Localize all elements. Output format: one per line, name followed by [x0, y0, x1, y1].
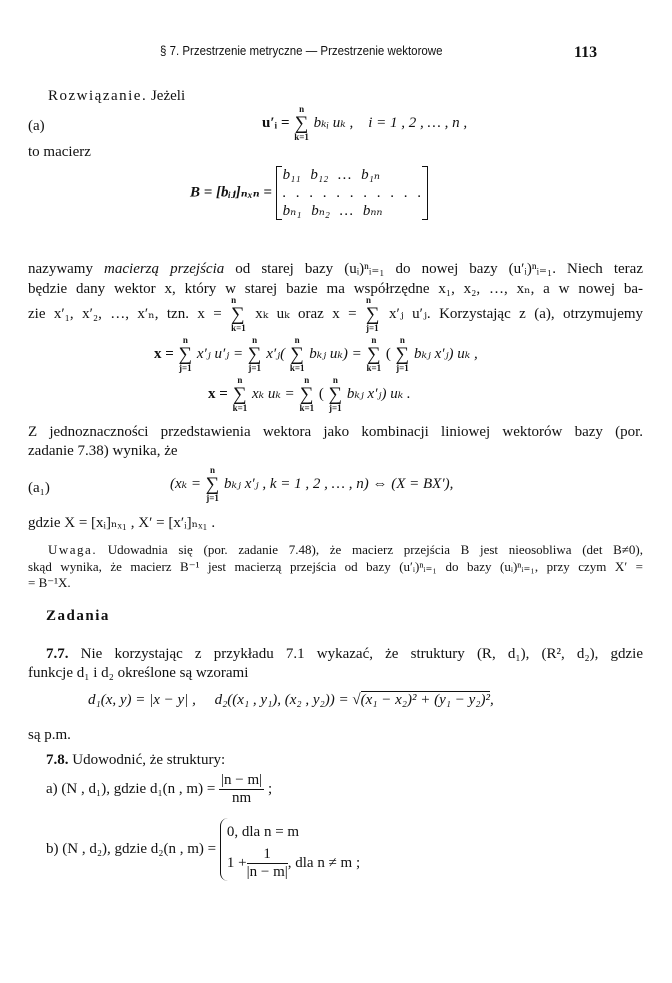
- case-2: [227, 846, 360, 881]
- sum-top: n: [304, 375, 310, 385]
- sum-top: n: [399, 335, 405, 345]
- sum-symbol: n ∑ k=1: [366, 335, 382, 373]
- equation-2: [208, 376, 411, 413]
- sum-bottom: k=1: [231, 323, 246, 333]
- sum-top: n: [332, 375, 338, 385]
- sum-symbol: n ∑ j=1: [328, 375, 343, 413]
- sum-bottom: j=1: [366, 323, 379, 333]
- sum-symbol: n ∑ j=1: [395, 335, 410, 373]
- sum-bottom: j=1: [396, 363, 409, 373]
- solution-heading: Rozwiązanie.: [48, 88, 148, 104]
- emphasis-term: macierzą przejścia: [104, 261, 225, 277]
- sum-bottom: k=1: [232, 403, 248, 413]
- eq-part: bₖⱼ x′ⱼ) uₖ .: [346, 385, 411, 402]
- exercise-line: funkcje d₁ i d₂ określone są wzorami: [28, 665, 249, 681]
- eq-part: x′ⱼ(: [266, 345, 286, 362]
- exercise-formula: d₁(x, y) = |x − y| , d₂((x₁ , y₁), (x₂ , y₂)) = √(x₁ − x₂)² + (y₁ − y₂)²,: [88, 692, 494, 708]
- paragraph-line: [28, 296, 643, 333]
- text: b) (N , d₂), gdzie d₂(n , m) =: [46, 840, 217, 857]
- running-header: § 7. Przestrzenie metryczne — Przestrzenie wektorowe: [160, 44, 443, 58]
- text: od starej bazy (uᵢ)ⁿᵢ₌₁ do nowej bazy (u′ᵢ)ⁿᵢ₌₁. Niech teraz: [224, 261, 643, 277]
- equation-a: [262, 105, 467, 142]
- exercise-number: 7.7.: [46, 646, 69, 662]
- matrix: [276, 166, 429, 220]
- exercise-line: [28, 752, 661, 769]
- fraction: [247, 846, 288, 881]
- denominator: |n − m|: [246, 864, 288, 880]
- exercise-part-a: [46, 772, 272, 807]
- paragraph-line: Z jednoznaczności przedstawienia wektora jako kombinacji liniowej wektorów bazy (por.: [28, 424, 643, 440]
- sum-top: n: [371, 335, 377, 345]
- intro-text: Jeżeli: [150, 88, 186, 104]
- text: Udowadnia się (por. zadanie 7.48), że macierz przejścia B jest nieosobliwa (det B≠0),: [107, 542, 644, 557]
- sum-top: n: [294, 335, 300, 345]
- eq-part: (: [318, 385, 324, 402]
- numerator: |n − m|: [221, 772, 263, 788]
- fraction: [219, 772, 264, 807]
- eq-part: x′ⱼ u′ⱼ =: [196, 345, 244, 362]
- sum-symbol: n ∑ j=1: [247, 335, 262, 373]
- eq-part: bₖᵢ uₖ ,: [313, 114, 354, 131]
- sum-top: n: [210, 465, 216, 475]
- sum-symbol: n ∑ k=1: [231, 295, 246, 333]
- denominator: nm: [232, 790, 252, 806]
- case-1: 0, dla n = m: [226, 824, 300, 840]
- text: zie x′₁, x′₂, …, x′ₙ, tzn. x =: [28, 305, 222, 322]
- text: 1 +: [226, 854, 247, 871]
- matrix-row: bₙ₁ bₙ₂ … bₙₙ: [282, 203, 383, 219]
- text: nazywamy: [28, 261, 105, 277]
- matrix-row: . . . . . . . . . . .: [282, 185, 422, 201]
- sum-symbol: n ∑ k=1: [294, 104, 309, 142]
- paragraph-line: będzie dany wektor x, który w starej bazie ma współrzędne x₁, x₂, …, xₙ, a w nowej ba-: [28, 281, 643, 297]
- sum-symbol: n ∑ j=1: [366, 295, 380, 333]
- note-line: = B⁻¹X.: [28, 575, 71, 590]
- eq-part: bₖⱼ x′ⱼ) uₖ ,: [413, 345, 478, 362]
- eq-part: (xₖ =: [170, 475, 201, 492]
- eq-label-a: (a): [28, 118, 45, 134]
- radicand: (x₁ − x₂)² + (y₁ − y₂)²: [360, 692, 490, 708]
- text: ;: [267, 780, 273, 797]
- sum-bottom: k=1: [294, 132, 309, 142]
- exercise-line: są p.m.: [28, 727, 71, 743]
- sum-symbol: n ∑ j=1: [178, 335, 193, 373]
- eq-part: x =: [208, 385, 228, 402]
- numerator: 1: [247, 846, 288, 864]
- exercise-number: 7.8.: [46, 752, 69, 768]
- eq-part: bₖⱼ uₖ) =: [309, 345, 362, 362]
- sum-bottom: k=1: [299, 403, 315, 413]
- sum-bottom: j=1: [206, 493, 219, 503]
- sum-bottom: k=1: [366, 363, 382, 373]
- sum-bottom: j=1: [329, 403, 342, 413]
- text: a) (N , d₁), gdzie d₁(n , m) =: [46, 780, 216, 797]
- exercise-part-b: [46, 818, 360, 881]
- text: Nie korzystając z przykładu 7.1 wykazać, że struktury (R, d₁), (R², d₂), gdzie: [80, 646, 643, 662]
- to-macierz: to macierz: [28, 144, 91, 160]
- paragraph-line: zadanie 7.38) wynika, że: [28, 443, 178, 459]
- text: , dla n ≠ m ;: [287, 854, 361, 871]
- sum-top: n: [237, 375, 243, 385]
- sum-bottom: j=1: [248, 363, 261, 373]
- sum-top: n: [182, 335, 188, 345]
- exercise-line: [28, 646, 643, 663]
- section-heading: Zadania: [46, 608, 110, 624]
- note-line: skąd wynika, że macierz B⁻¹ jest macierzą przejścia od bazy (u′ᵢ)ⁿᵢ₌₁ do bazy (uᵢ)ⁿᵢ₌₁, przy czym X′ =: [28, 559, 643, 574]
- sum-bottom: j=1: [179, 363, 192, 373]
- matrix-equation: [190, 166, 428, 220]
- text: x′ⱼ u′ⱼ. Korzystając z (a), otrzymujemy: [389, 305, 644, 322]
- text: Udowodnić, że struktury:: [72, 752, 226, 768]
- equation-1: [154, 336, 478, 373]
- matrix-row: b₁₁ b₁₂ … b₁ₙ: [282, 167, 380, 183]
- solution-intro: [48, 88, 185, 105]
- gdzie-line: gdzie X = [xᵢ]ₙₓ₁ , X′ = [x′ᵢ]ₙₓ₁ .: [28, 515, 216, 531]
- sum-symbol: n ∑ j=1: [205, 465, 220, 503]
- sum-top: n: [252, 335, 258, 345]
- sum-bottom: k=1: [289, 363, 305, 373]
- formula-d2: d₂((x₁ , y₁), (x₂ , y₂)) = √: [214, 692, 361, 708]
- sum-symbol: n ∑ k=1: [299, 375, 315, 413]
- sum-top: n: [366, 295, 372, 305]
- sum-symbol: n ∑ k=1: [232, 375, 248, 413]
- matrix-lhs: B = [bᵢⱼ]ₙₓₙ =: [190, 184, 272, 201]
- eq-part: i = 1 , 2 , … , n ,: [368, 114, 468, 131]
- paragraph-line: [28, 259, 643, 278]
- note-line: [28, 542, 643, 558]
- sum-top: n: [231, 295, 237, 305]
- eq-part: xₖ uₖ =: [251, 385, 295, 402]
- formula-d1: d₁(x, y) = |x − y| ,: [88, 692, 196, 708]
- sum-top: n: [299, 104, 305, 114]
- text: xₖ uₖ oraz x =: [255, 305, 357, 322]
- note-heading: Uwaga.: [48, 542, 98, 557]
- equation-a1: [170, 466, 453, 503]
- sum-symbol: n ∑ k=1: [289, 335, 305, 373]
- eq-part: (: [385, 345, 391, 362]
- eq-part: u′ᵢ =: [262, 114, 290, 131]
- eq-part: bₖⱼ x′ⱼ , k = 1 , 2 , … , n) ⇔ (X = BX′),: [224, 475, 454, 492]
- page-number: 113: [574, 44, 598, 61]
- eq-part: x =: [154, 345, 174, 362]
- eq-label-a1: (a₁): [28, 480, 50, 496]
- piecewise-brace: [220, 818, 360, 881]
